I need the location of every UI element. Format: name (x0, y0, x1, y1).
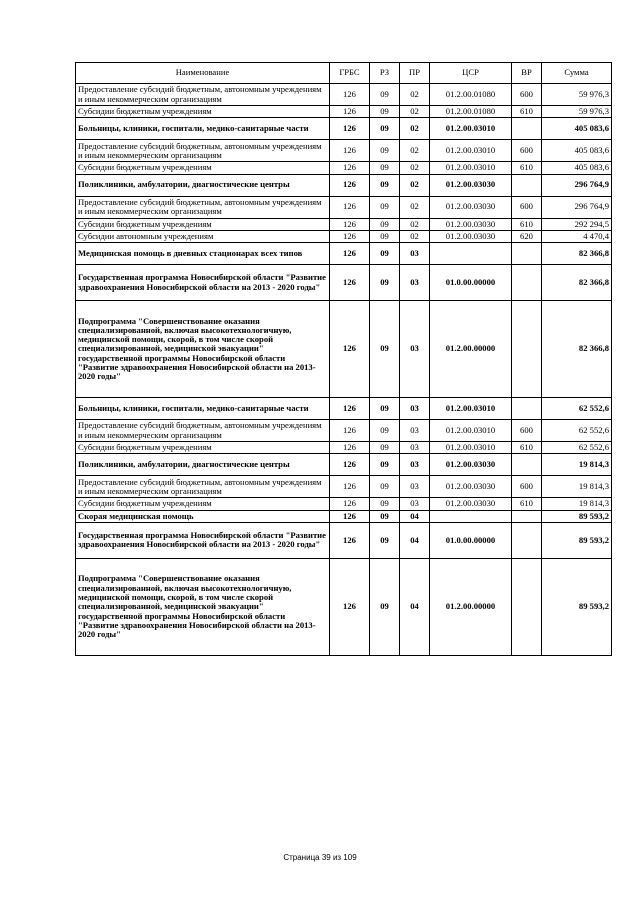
cell-pr: 02 (400, 106, 430, 118)
cell-rz: 09 (370, 243, 400, 265)
cell-sum: 19 814,3 (542, 476, 612, 498)
cell-grbs: 126 (330, 174, 370, 196)
cell-grbs: 126 (330, 84, 370, 106)
cell-vr (512, 174, 542, 196)
cell-vr (512, 118, 542, 140)
cell-vr (512, 243, 542, 265)
table-row (76, 476, 612, 498)
column-header-grbs: ГРБС (330, 63, 370, 84)
cell-sum: 82 366,8 (542, 301, 612, 398)
cell-rz: 09 (370, 230, 400, 242)
cell-vr: 600 (512, 140, 542, 162)
cell-pr: 02 (400, 162, 430, 174)
cell-csr (430, 510, 512, 522)
cell-csr: 01.2.00.03030 (430, 196, 512, 218)
cell-vr (512, 510, 542, 522)
cell-rz: 09 (370, 420, 400, 442)
cell-rz: 09 (370, 162, 400, 174)
cell-pr: 03 (400, 301, 430, 398)
cell-vr: 620 (512, 230, 542, 242)
cell-pr: 02 (400, 118, 430, 140)
table-row (76, 118, 612, 140)
cell-sum: 89 593,2 (542, 558, 612, 655)
cell-csr: 01.2.00.03010 (430, 420, 512, 442)
cell-rz: 09 (370, 498, 400, 510)
cell-csr: 01.2.00.03010 (430, 398, 512, 420)
cell-pr: 04 (400, 510, 430, 522)
cell-grbs: 126 (330, 558, 370, 655)
table-row (76, 398, 612, 420)
cell-sum: 405 083,6 (542, 162, 612, 174)
table-header-row (76, 63, 612, 84)
cell-name: Предоставление субсидий бюджетным, автономным учреждениям и иным некоммерческим организациям (76, 84, 330, 106)
cell-rz: 09 (370, 84, 400, 106)
table-row (76, 420, 612, 442)
cell-sum: 59 976,3 (542, 106, 612, 118)
cell-grbs: 126 (330, 454, 370, 476)
cell-sum: 82 366,8 (542, 265, 612, 301)
table-row (76, 498, 612, 510)
cell-sum: 296 764,9 (542, 196, 612, 218)
cell-sum: 89 593,2 (542, 522, 612, 558)
cell-name: Предоставление субсидий бюджетным, автономным учреждениям и иным некоммерческим организациям (76, 140, 330, 162)
cell-grbs: 126 (330, 420, 370, 442)
cell-csr: 01.2.00.01080 (430, 84, 512, 106)
cell-sum: 62 552,6 (542, 398, 612, 420)
cell-vr: 600 (512, 196, 542, 218)
cell-sum: 19 814,3 (542, 454, 612, 476)
table-row (76, 106, 612, 118)
cell-pr: 04 (400, 558, 430, 655)
table-row (76, 301, 612, 398)
column-header-vr: ВР (512, 63, 542, 84)
cell-grbs: 126 (330, 162, 370, 174)
cell-sum: 62 552,6 (542, 420, 612, 442)
cell-pr: 03 (400, 476, 430, 498)
cell-rz: 09 (370, 140, 400, 162)
cell-csr: 01.2.00.03030 (430, 218, 512, 230)
cell-name: Медицинская помощь в дневных стационарах всех типов (76, 243, 330, 265)
cell-pr: 03 (400, 454, 430, 476)
cell-name: Государственная программа Новосибирской области "Развитие здравоохранения Новосибирской области на 2013 - 2020 годы" (76, 265, 330, 301)
cell-name: Подпрограмма "Совершенствование оказания специализированной, включая высокотехнологичную, медицинской помощи, скорой, в том числе скорой специализированной, медицинской эвакуации" государственной программы Новосибирской области "Развитие здравоохранения Новосибирской области на 2013-2020 годы" (76, 558, 330, 655)
cell-name: Субсидии автономным учреждениям (76, 230, 330, 242)
table-body (76, 84, 612, 656)
table-row (76, 243, 612, 265)
cell-name: Субсидии бюджетным учреждениям (76, 498, 330, 510)
cell-vr (512, 558, 542, 655)
cell-rz: 09 (370, 106, 400, 118)
cell-grbs: 126 (330, 476, 370, 498)
column-header-sum: Сумма (542, 63, 612, 84)
cell-grbs: 126 (330, 442, 370, 454)
cell-sum: 62 552,6 (542, 442, 612, 454)
cell-vr (512, 398, 542, 420)
table-row (76, 196, 612, 218)
cell-grbs: 126 (330, 498, 370, 510)
cell-csr (430, 243, 512, 265)
cell-sum: 296 764,9 (542, 174, 612, 196)
cell-name: Подпрограмма "Совершенствование оказания специализированной, включая высокотехнологичную, медицинской помощи, скорой, в том числе скорой специализированной, медицинской эвакуации" государственной программы Новосибирской области "Развитие здравоохранения Новосибирской области на 2013-2020 годы" (76, 301, 330, 398)
cell-pr: 03 (400, 442, 430, 454)
cell-csr: 01.2.00.03010 (430, 162, 512, 174)
cell-pr: 03 (400, 420, 430, 442)
cell-name: Государственная программа Новосибирской области "Развитие здравоохранения Новосибирской области на 2013 - 2020 годы" (76, 522, 330, 558)
table-row (76, 140, 612, 162)
cell-pr: 02 (400, 196, 430, 218)
cell-name: Скорая медицинская помощь (76, 510, 330, 522)
column-header-csr: ЦСР (430, 63, 512, 84)
cell-vr: 600 (512, 84, 542, 106)
table-row (76, 265, 612, 301)
cell-pr: 02 (400, 218, 430, 230)
table-row (76, 558, 612, 655)
cell-rz: 09 (370, 442, 400, 454)
budget-table (75, 62, 612, 656)
cell-pr: 03 (400, 265, 430, 301)
table-row (76, 174, 612, 196)
cell-name: Субсидии бюджетным учреждениям (76, 218, 330, 230)
cell-rz: 09 (370, 301, 400, 398)
cell-pr: 02 (400, 174, 430, 196)
page-number: Страница 39 из 109 (283, 853, 357, 862)
cell-sum: 59 976,3 (542, 84, 612, 106)
cell-vr: 610 (512, 442, 542, 454)
cell-pr: 03 (400, 498, 430, 510)
cell-grbs: 126 (330, 398, 370, 420)
cell-name: Субсидии бюджетным учреждениям (76, 442, 330, 454)
cell-rz: 09 (370, 510, 400, 522)
cell-csr: 01.2.00.03030 (430, 174, 512, 196)
cell-vr: 610 (512, 162, 542, 174)
cell-vr: 610 (512, 106, 542, 118)
cell-sum: 405 083,6 (542, 118, 612, 140)
cell-grbs: 126 (330, 522, 370, 558)
cell-name: Больницы, клиники, госпитали, медико-санитарные части (76, 398, 330, 420)
cell-csr: 01.2.00.03030 (430, 454, 512, 476)
cell-pr: 04 (400, 522, 430, 558)
cell-name: Субсидии бюджетным учреждениям (76, 106, 330, 118)
cell-rz: 09 (370, 476, 400, 498)
cell-grbs: 126 (330, 265, 370, 301)
table-row (76, 522, 612, 558)
cell-pr: 02 (400, 140, 430, 162)
cell-rz: 09 (370, 265, 400, 301)
cell-sum: 19 814,3 (542, 498, 612, 510)
cell-csr: 01.2.00.00000 (430, 558, 512, 655)
cell-sum: 4 470,4 (542, 230, 612, 242)
cell-grbs: 126 (330, 510, 370, 522)
cell-pr: 02 (400, 230, 430, 242)
cell-csr: 01.2.00.03010 (430, 442, 512, 454)
cell-vr (512, 301, 542, 398)
cell-vr (512, 265, 542, 301)
cell-rz: 09 (370, 174, 400, 196)
cell-vr (512, 522, 542, 558)
cell-vr: 600 (512, 420, 542, 442)
column-header-rz: РЗ (370, 63, 400, 84)
table-row (76, 442, 612, 454)
cell-grbs: 126 (330, 218, 370, 230)
column-header-name: Наименование (76, 63, 330, 84)
cell-csr: 01.2.00.03010 (430, 140, 512, 162)
cell-name: Поликлиники, амбулатории, диагностические центры (76, 454, 330, 476)
cell-csr: 01.2.00.03030 (430, 498, 512, 510)
cell-grbs: 126 (330, 230, 370, 242)
cell-vr (512, 454, 542, 476)
cell-sum: 405 083,6 (542, 140, 612, 162)
table-row (76, 230, 612, 242)
table-row (76, 510, 612, 522)
cell-csr: 01.0.00.00000 (430, 522, 512, 558)
cell-grbs: 126 (330, 140, 370, 162)
cell-vr: 610 (512, 218, 542, 230)
cell-name: Больницы, клиники, госпитали, медико-санитарные части (76, 118, 330, 140)
cell-sum: 292 294,5 (542, 218, 612, 230)
column-header-pr: ПР (400, 63, 430, 84)
cell-rz: 09 (370, 558, 400, 655)
cell-csr: 01.0.00.00000 (430, 265, 512, 301)
cell-name: Предоставление субсидий бюджетным, автономным учреждениям и иным некоммерческим организациям (76, 420, 330, 442)
cell-rz: 09 (370, 118, 400, 140)
cell-sum: 82 366,8 (542, 243, 612, 265)
cell-grbs: 126 (330, 301, 370, 398)
cell-csr: 01.2.00.00000 (430, 301, 512, 398)
cell-grbs: 126 (330, 106, 370, 118)
cell-csr: 01.2.00.03030 (430, 230, 512, 242)
cell-rz: 09 (370, 522, 400, 558)
table-row (76, 218, 612, 230)
cell-name: Предоставление субсидий бюджетным, автономным учреждениям и иным некоммерческим организациям (76, 196, 330, 218)
cell-csr: 01.2.00.03030 (430, 476, 512, 498)
table-row (76, 454, 612, 476)
cell-vr: 610 (512, 498, 542, 510)
cell-csr: 01.2.00.03010 (430, 118, 512, 140)
cell-rz: 09 (370, 218, 400, 230)
cell-rz: 09 (370, 454, 400, 476)
table-row (76, 162, 612, 174)
cell-csr: 01.2.00.01080 (430, 106, 512, 118)
cell-vr: 600 (512, 476, 542, 498)
cell-sum: 89 593,2 (542, 510, 612, 522)
cell-grbs: 126 (330, 196, 370, 218)
cell-name: Предоставление субсидий бюджетным, автономным учреждениям и иным некоммерческим организациям (76, 476, 330, 498)
cell-grbs: 126 (330, 118, 370, 140)
cell-pr: 03 (400, 398, 430, 420)
cell-pr: 02 (400, 84, 430, 106)
cell-pr: 03 (400, 243, 430, 265)
cell-grbs: 126 (330, 243, 370, 265)
table-row (76, 84, 612, 106)
cell-name: Поликлиники, амбулатории, диагностические центры (76, 174, 330, 196)
cell-rz: 09 (370, 196, 400, 218)
cell-name: Субсидии бюджетным учреждениям (76, 162, 330, 174)
cell-rz: 09 (370, 398, 400, 420)
